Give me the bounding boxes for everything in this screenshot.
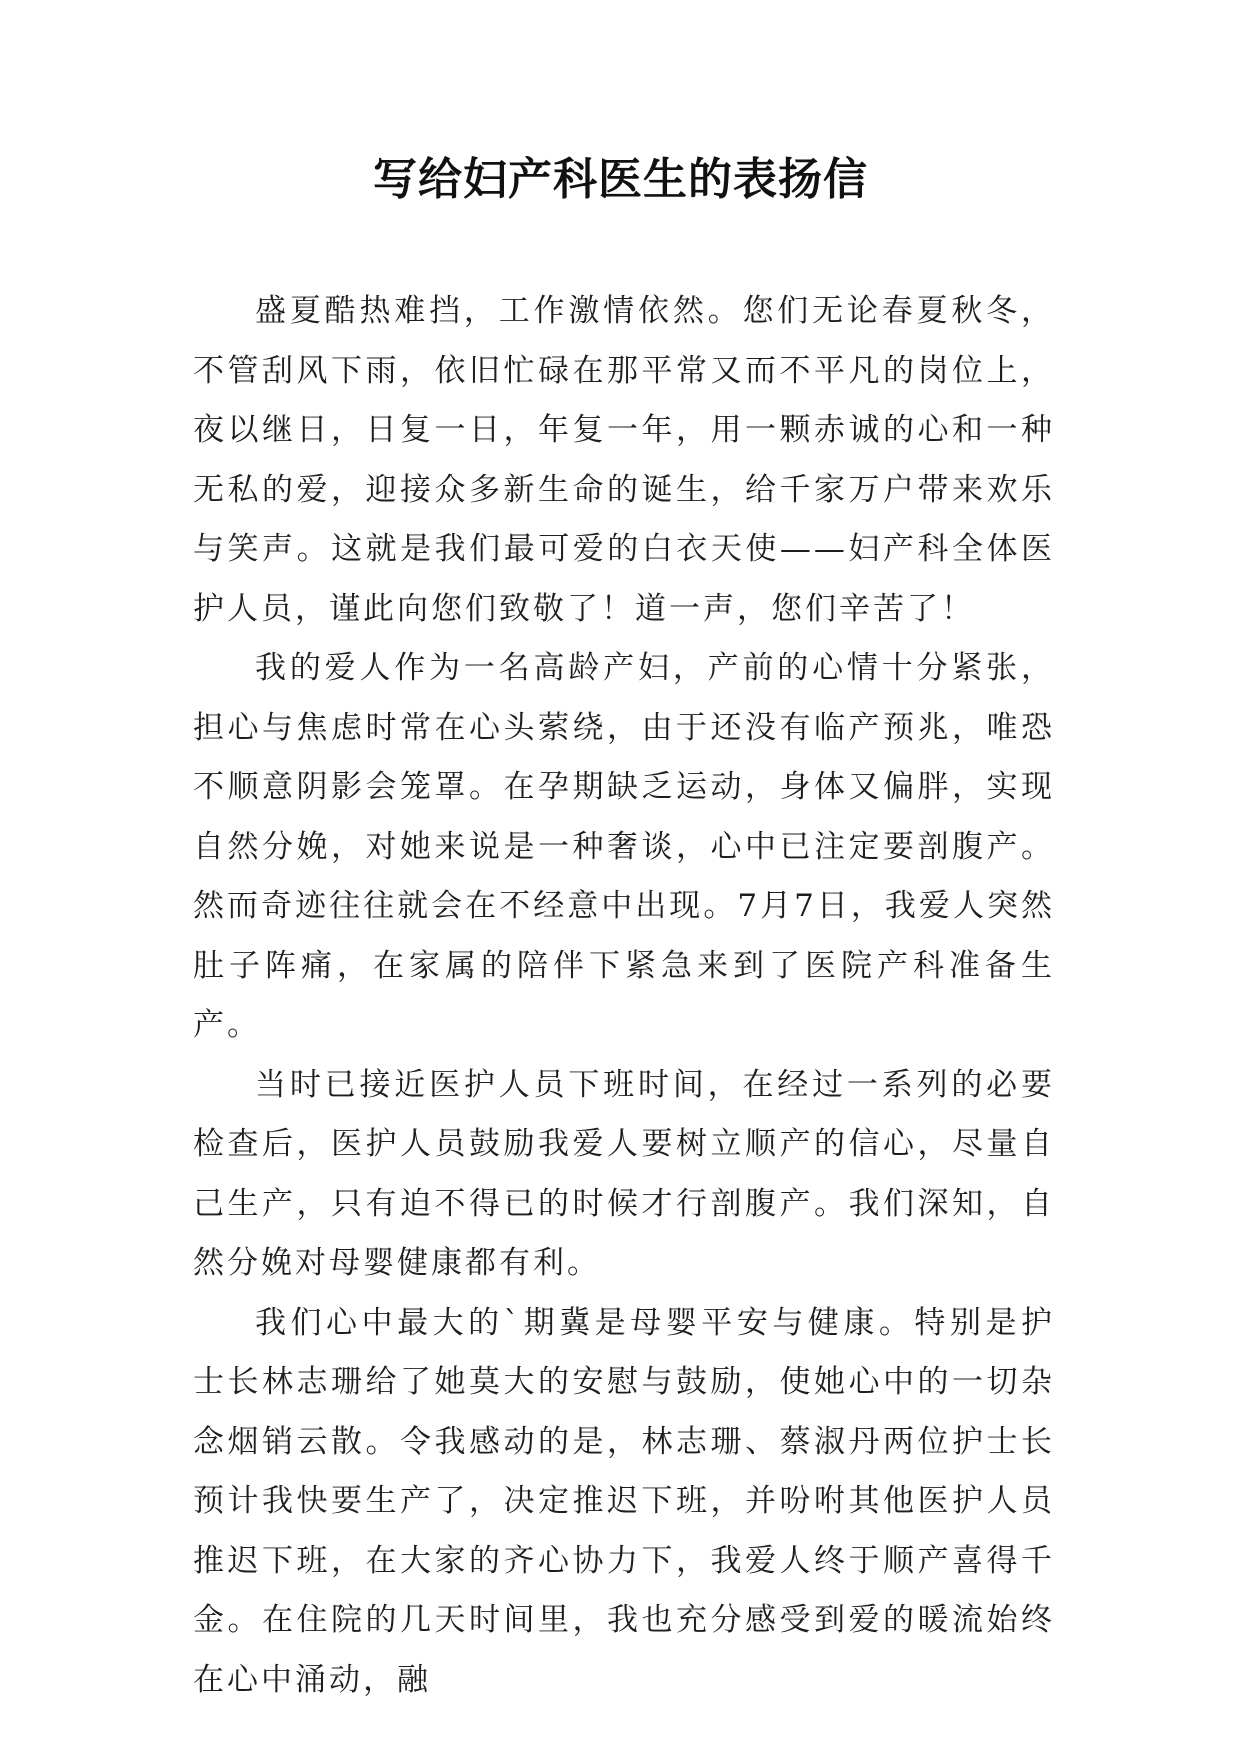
paragraph-3: 当时已接近医护人员下班时间，在经过一系列的必要检查后，医护人员鼓励我爱人要树立顺产的信心，尽量自己生产，只有迫不得已的时候才行剖腹产。我们深知，自然分娩对母婴健康都有利。 (193, 1066, 1055, 1281)
paragraph-2: 我的爱人作为一名高龄产妇，产前的心情十分紧张，担心与焦虑时常在心头萦绕，由于还没有临产预兆，唯恐不顺意阴影会笼罩。在孕期缺乏运动，身体又偏胖，实现自然分娩，对她来说是一种奢谈，心中已注定要剖腹产。然而奇迹往往就会在不经意中出现。7月7日，我爱人突然肚子阵痛，在家属的陪伴下紧急来到了医院产科准备生产。 (193, 650, 1055, 1043)
paragraph-4: 我们心中最大的`期冀是母婴平安与健康。特别是护士长林志珊给了她莫大的安慰与鼓励，使她心中的一切杂念烟销云散。令我感动的是，林志珊、蔡淑丹两位护士长预计我快要生产了，决定推迟下班，并吩咐其他医护人员推迟下班，在大家的齐心协力下，我爱人终于顺产喜得千金。在住院的几天时间里，我也充分感受到爱的暖流始终在心中涌动，融 (193, 1304, 1055, 1698)
letter-body (193, 282, 1055, 1710)
paragraph-1: 盛夏酷热难挡，工作激情依然。您们无论春夏秋冬，不管刮风下雨，依旧忙碌在那平常又而不平凡的岗位上，夜以继日，日复一日，年复一年，用一颗赤诚的心和一种无私的爱，迎接众多新生命的诞生，给千家万户带来欢乐与笑声。这就是我们最可爱的白衣天使——妇产科全体医护人员，谨此向您们致敬了！道一声，您们辛苦了！ (193, 293, 1055, 627)
page-title: 写给妇产科医生的表扬信 (373, 154, 868, 205)
